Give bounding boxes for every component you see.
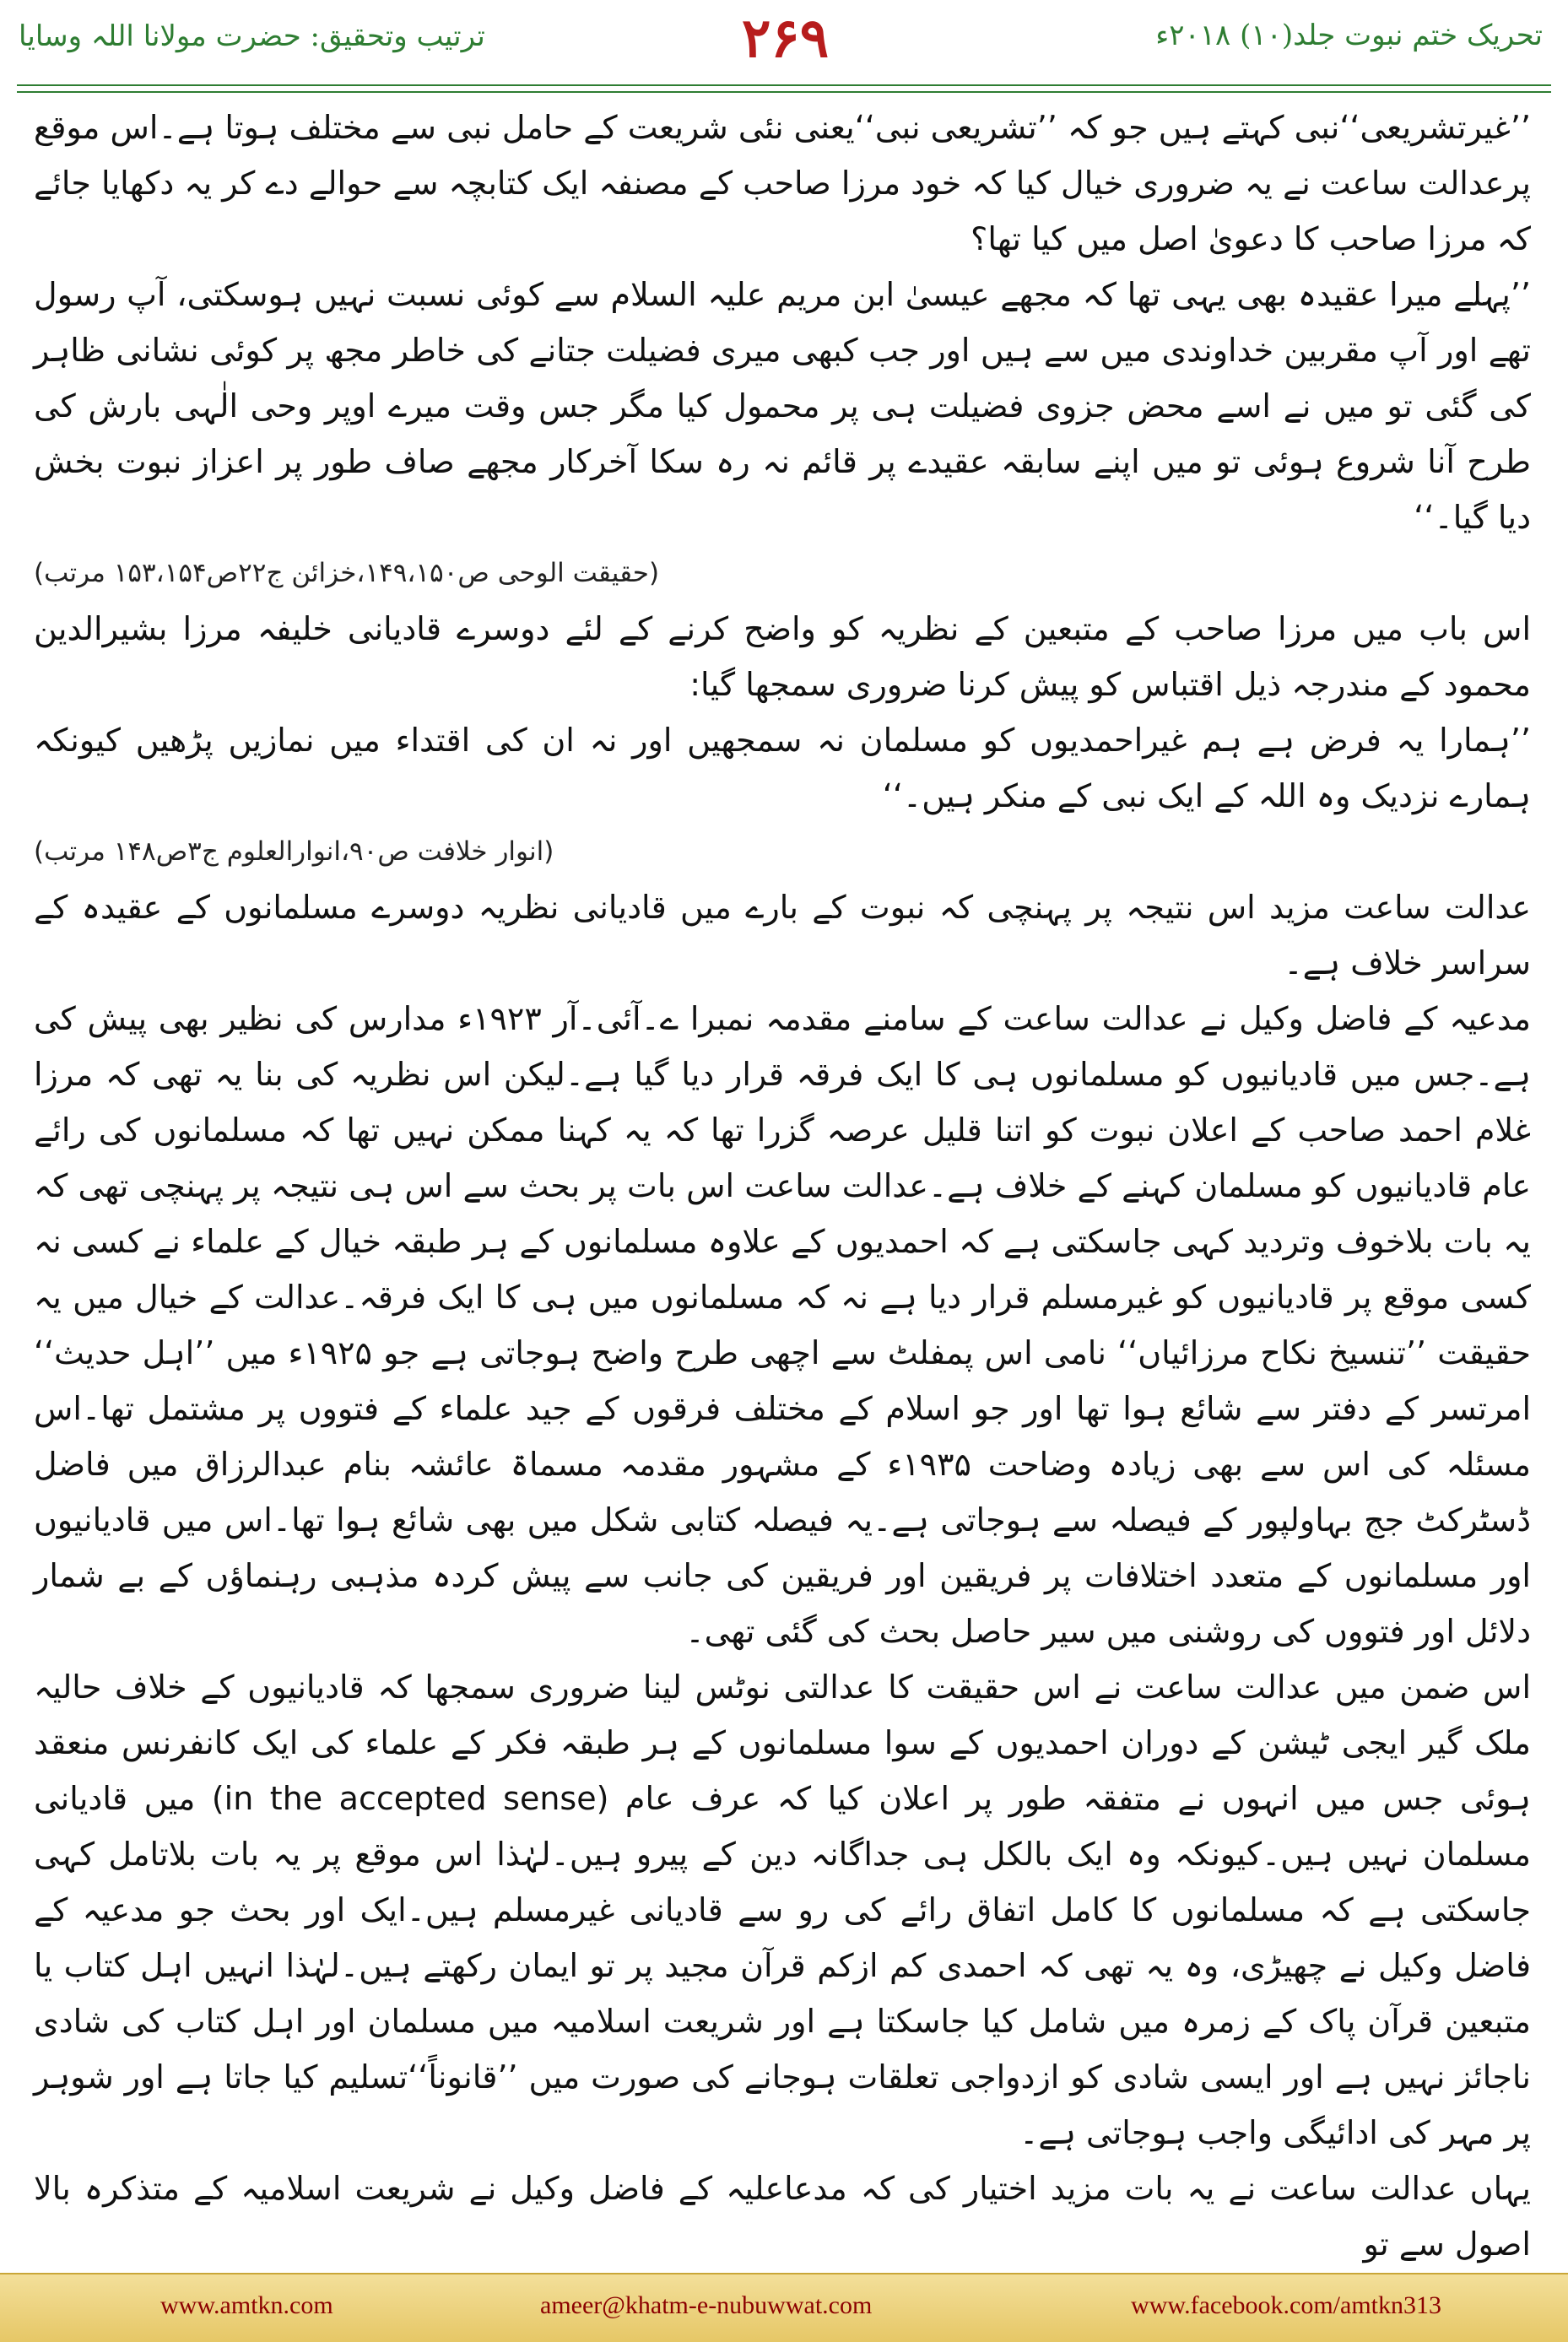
- quote-paragraph: ’’پہلے میرا عقیدہ بھی یہی تھا کہ مجھے عیسیٰ ابن مریم علیہ السلام سے کوئی نسبت نہیں ہوسکتی، آپ رسول تھے اور آپ مقربین خداوندی میں سے ہیں اور جب کبھی میری فضیلت جتانے کی خاطر مجھ پر کوئی نشانی ظاہر کی گئی تو میں نے اسے محض جزوی فضیلت ہی پر محمول کیا مگر جس وقت میرے اوپر وحی الٰہی بارش کی طرح آنا شروع ہوئی تو میں اپنے سابقہ عقیدے پر قائم نہ رہ سکا آخرکار مجھے صاف طور پر اعزاز نبوت بخش دیا گیا۔‘‘: [34, 276, 1531, 536]
- paragraph: ’’غیرتشریعی‘‘نبی کہتے ہیں جو کہ ’’تشریعی نبی‘‘یعنی نئی شریعت کے حامل نبی سے مختلف ہوتا ہے۔اس موقع پرعدالت ساعت نے یہ ضروری خیال کیا کہ خود مرزا صاحب کے مصنفہ ایک کتابچہ سے حوالے دے کر یہ دکھایا جائے کہ مرزا صاحب کا دعویٰ اصل میں کیا تھا؟: [34, 109, 1531, 257]
- paragraph: مدعیہ کے فاضل وکیل نے عدالت ساعت کے سامنے مقدمہ نمبرا ے۔آئی۔آر ۱۹۲۳ء مدارس کی نظیر بھی پیش کی ہے۔جس میں قادیانیوں کو مسلمانوں ہی کا ایک فرقہ قرار دیا گیا ہے۔لیکن اس نظریہ کی بنا یہ تھی کہ مرزا غلام احمد صاحب کے اعلان نبوت کو اتنا قلیل عرصہ گزرا تھا کہ یہ کہنا ممکن نہیں تھا کہ مسلمانوں کی رائے عام قادیانیوں کو مسلمان کہنے کے خلاف ہے۔عدالت ساعت اس بات پر بحث سے اس ہی نتیجہ پر پہنچی تھی کہ یہ بات بلاخوف وتردید کہی جاسکتی ہے کہ احمدیوں کے علاوہ مسلمانوں کے ہر طبقہ خیال کے علماء نے کسی نہ کسی موقع پر قادیانیوں کو غیرمسلم قرار دیا ہے نہ کہ مسلمانوں میں ہی کا ایک فرقہ۔عدالت کے خیال میں یہ حقیقت ’’تنسیخ نکاح مرزائیاں‘‘ نامی اس پمفلٹ سے اچھی طرح واضح ہوجاتی ہے جو ۱۹۲۵ء میں ’’اہل حدیث‘‘ امرتسر کے دفتر سے شائع ہوا تھا اور جو اسلام کے مختلف فرقوں کے جید علماء کے فتووں پر مشتمل تھا۔اس مسئلہ کی اس سے بھی زیادہ وضاحت ۱۹۳۵ء کے مشہور مقدمہ مسماۃ عائشہ بنام عبدالرزاق میں فاضل ڈسٹرکٹ جج بہاولپور کے فیصلہ سے ہوجاتی ہے۔یہ فیصلہ کتابی شکل میں بھی شائع ہوا تھا۔اس میں قادیانیوں اور مسلمانوں کے متعدد اختلافات پر فریقین اور فریقین کی جانب سے پیش کردہ مذہبی رہنماؤں کے بے شمار دلائل اور فتووں کی روشنی میں سیر حاصل بحث کی گئی تھی۔: [34, 1000, 1532, 1650]
- paragraph: عدالت ساعت مزید اس نتیجہ پر پہنچی کہ نبوت کے بارے میں قادیانی نظریہ دوسرے مسلمانوں کے عقیدہ کے سراسر خلاف ہے۔: [34, 889, 1531, 982]
- page-number: ۲۶۹: [742, 7, 830, 70]
- quote-paragraph: ’’ہمارا یہ فرض ہے ہم غیراحمدیوں کو مسلمان نہ سمجھیں اور نہ ان کی اقتداء میں نمازیں پڑھیں کیونکہ ہمارے نزدیک وہ اللہ کے ایک نبی کے منکر ہیں۔‘‘: [34, 722, 1531, 814]
- header-book-title: تحریک ختم نبوت جلد(۱۰) ۲۰۱۸ء: [1155, 19, 1543, 52]
- header-compiler: ترتیب وتحقیق: حضرت مولانا اللہ وسایا: [19, 19, 485, 53]
- facebook-link[interactable]: www.facebook.com/amtkn313: [1131, 2291, 1441, 2319]
- website-link[interactable]: www.amtkn.com: [160, 2291, 333, 2319]
- paragraph: اس ضمن میں عدالت ساعت نے اس حقیقت کا عدالتی نوٹس لینا ضروری سمجھا کہ قادیانیوں کے خلاف حالیہ ملک گیر ایجی ٹیشن کے دوران احمدیوں کے سوا مسلمانوں کے ہر طبقہ فکر کے علماء کی ایک کانفرنس منعقد ہوئی جس میں انہوں نے متفقہ طور پر اعلان کیا کہ عرف عام (in the accepted sense) میں قادیانی مسلمان نہیں ہیں۔کیونکہ وہ ایک بالکل ہی جداگانہ دین کے پیرو ہیں۔لہٰذا اس موقع پر یہ بات بلاتامل کہی جاسکتی ہے کہ مسلمانوں کا کامل اتفاق رائے کی رو سے قادیانی غیرمسلم ہیں۔ایک اور بحث جو مدعیہ کے فاضل وکیل نے چھیڑی، وہ یہ تھی کہ احمدی کم ازکم قرآن مجید پر تو ایمان رکھتے ہیں۔لہٰذا انہیں اہل کتاب یا متبعین قرآن پاک کے زمرہ میں شامل کیا جاسکتا ہے اور شریعت اسلامیہ میں مسلمان اور اہل کتاب کی شادی ناجائز نہیں ہے اور ایسی شادی کو ازدواجی تعلقات ہوجانے کی صورت میں ’’قانوناً‘‘تسلیم کیا جاتا ہے اور شوہر پر مہر کی ادائیگی واجب ہوجاتی ہے۔: [34, 1669, 1531, 2151]
- quote-reference: (انوار خلافت ص۹۰،انوارالعلوم ج۳ص۱۴۸ مرتب): [34, 836, 554, 867]
- paragraph: اس باب میں مرزا صاحب کے متبعین کے نظریہ کو واضح کرنے کے لئے دوسرے قادیانی خلیفہ مرزا بشیرالدین محمود کے مندرجہ ذیل اقتباس کو پیش کرنا ضروری سمجھا گیا:: [34, 610, 1531, 703]
- header-divider: [17, 84, 1551, 93]
- page-footer: [0, 2273, 1568, 2342]
- quote-reference: (حقیقت الوحی ص۱۴۹،۱۵۰،خزائن ج۲۲ص۱۵۳،۱۵۴ مرتب): [34, 558, 660, 588]
- page-header: [0, 0, 1568, 81]
- page-body: [34, 100, 1532, 2263]
- paragraph: یہاں عدالت ساعت نے یہ بات مزید اختیار کی کہ مدعاعلیہ کے فاضل وکیل نے شریعت اسلامیہ کے متذکرہ بالا اصول سے تو: [34, 2170, 1531, 2263]
- email-link[interactable]: ameer@khatm-e-nubuwwat.com: [540, 2291, 873, 2319]
